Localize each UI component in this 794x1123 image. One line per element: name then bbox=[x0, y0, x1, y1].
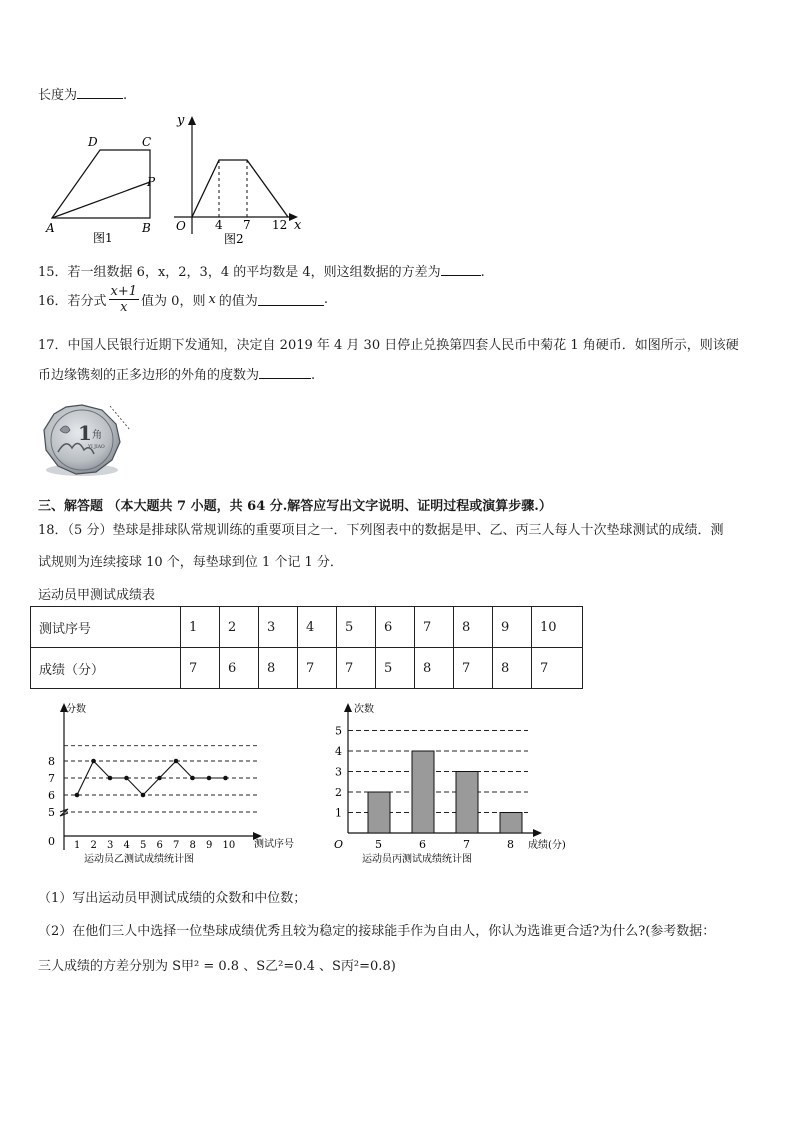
bar bbox=[368, 792, 390, 833]
data-point bbox=[223, 776, 228, 781]
origin-label: O bbox=[176, 219, 186, 233]
coin-pinyin: YI JIAO bbox=[88, 445, 105, 450]
x-tick-label: 2 bbox=[90, 840, 97, 851]
x-tick-label: 5 bbox=[375, 838, 382, 851]
score-table bbox=[30, 606, 583, 689]
question-17-line-1: 17．中国人民银行近期下发通知，决定自 2019 年 4 月 30 日停止兑换第四套人民币中菊花 1 角硬币．如图所示，则该硬 bbox=[38, 338, 739, 353]
bar bbox=[456, 772, 478, 834]
data-point bbox=[91, 759, 96, 764]
label-d: D bbox=[88, 135, 98, 149]
answer-blank bbox=[258, 293, 324, 306]
data-point bbox=[141, 793, 146, 798]
fig2-caption: 图2 bbox=[224, 232, 244, 246]
table-cell: 5 bbox=[376, 648, 415, 689]
axis-y-label: y bbox=[177, 113, 185, 128]
y-axis-arrow bbox=[188, 116, 196, 125]
figure-1 bbox=[40, 130, 170, 245]
x-tick-label: 7 bbox=[463, 838, 470, 851]
origin-label: O bbox=[334, 838, 344, 851]
y-tick-label: 5 bbox=[48, 806, 55, 819]
y-tick-label: 2 bbox=[335, 786, 342, 799]
table-cell: 8 bbox=[259, 648, 298, 689]
bar bbox=[500, 813, 522, 834]
table-cell: 测试序号 bbox=[31, 607, 181, 648]
label-a: A bbox=[46, 221, 55, 235]
y-tick-label: 6 bbox=[48, 789, 55, 802]
y-tick-label: 3 bbox=[335, 765, 342, 779]
x-tick-label: 10 bbox=[222, 840, 236, 851]
trapezoid-graph bbox=[192, 160, 288, 217]
data-point bbox=[108, 776, 113, 781]
x-tick-label: 5 bbox=[140, 840, 147, 851]
table-cell: 7 bbox=[181, 648, 220, 689]
y-tick-label: 1 bbox=[335, 806, 342, 820]
answer-blank bbox=[77, 86, 123, 99]
coin-image bbox=[38, 400, 138, 480]
table-cell: 7 bbox=[298, 648, 337, 689]
data-point bbox=[124, 776, 129, 781]
answer-blank bbox=[259, 366, 311, 379]
q14-tail: 长度为 . bbox=[38, 88, 128, 103]
sub-question-1: （1）写出运动员甲测试成绩的众数和中位数； bbox=[38, 891, 307, 906]
x-tick-label: 4 bbox=[123, 840, 130, 851]
y-axis-label: 分数 bbox=[66, 704, 86, 715]
tick-4: 4 bbox=[215, 218, 223, 232]
question-17-line-2: 币边缘镌刻的正多边形的外角的度数为 . bbox=[38, 368, 316, 383]
table-cell: 8 bbox=[493, 648, 532, 689]
label-c: C bbox=[142, 135, 152, 149]
table-title: 运动员甲测试成绩表 bbox=[38, 588, 156, 603]
y-tick-label: 7 bbox=[48, 772, 55, 785]
question-15: 15．若一组数据 6，x，2，3，4 的平均数是 4，则这组数据的方差为 . bbox=[38, 265, 485, 280]
table-cell: 8 bbox=[454, 607, 493, 648]
table-cell: 7 bbox=[454, 648, 493, 689]
table-cell: 3 bbox=[259, 607, 298, 648]
question-18-line-1: 18．（5 分）垫球是排球队常规训练的重要项目之一．下列图表中的数据是甲、乙、丙三人每人十次垫球测试的成绩．测 bbox=[38, 523, 724, 538]
x-axis-label: 测试序号 bbox=[254, 839, 294, 850]
origin-label: 0 bbox=[48, 835, 55, 848]
label-p: P bbox=[147, 175, 156, 189]
x-tick-label: 6 bbox=[419, 838, 426, 851]
bar bbox=[412, 751, 434, 833]
line-chart-yi bbox=[40, 700, 310, 870]
axis-break-icon bbox=[60, 809, 68, 816]
fig1-caption: 图1 bbox=[93, 231, 113, 245]
question-18-line-2: 试规则为连续接球 10 个，每垫球到位 1 个记 1 分． bbox=[38, 555, 343, 570]
table-cell: 10 bbox=[532, 607, 583, 648]
table-cell: 8 bbox=[415, 648, 454, 689]
table-row bbox=[31, 607, 583, 648]
question-16: 16．若分式 $\frac{x+1}{x}$ 值为 0，则 x 的值为 . bbox=[38, 284, 328, 315]
table-cell: 6 bbox=[376, 607, 415, 648]
x-tick-label: 8 bbox=[507, 838, 514, 851]
y-tick-label: 5 bbox=[335, 724, 342, 738]
answer-blank bbox=[441, 263, 481, 276]
sub-question-2-line-1: （2）在他们三人中选择一位垫球成绩优秀且较为稳定的接球能手作为自由人，你认为选谁更合适?为什么?(参考数据： bbox=[38, 924, 716, 939]
table-cell: 2 bbox=[220, 607, 259, 648]
y-tick-label: 8 bbox=[48, 755, 55, 768]
figure-2 bbox=[168, 112, 308, 246]
table-cell: 1 bbox=[181, 607, 220, 648]
axis-x-label: x bbox=[294, 218, 302, 233]
section-3-heading: 三、解答题 （本大题共 7 小题，共 64 分.解答应写出文字说明、证明过程或演算步骤.） bbox=[38, 499, 552, 514]
x-tick-label: 7 bbox=[173, 840, 180, 851]
x-axis-arrow bbox=[533, 829, 542, 837]
x-tick-label: 8 bbox=[189, 840, 196, 851]
trapezoid-abcd bbox=[52, 150, 150, 218]
table-row bbox=[31, 648, 583, 689]
table-cell: 5 bbox=[337, 607, 376, 648]
sub-question-2-line-2: 三人成绩的方差分别为 S甲² = 0.8 、S乙²=0.4 、S丙²=0.8) bbox=[38, 959, 396, 974]
table-cell: 成绩（分） bbox=[31, 648, 181, 689]
chart-title: 运动员乙测试成绩统计图 bbox=[84, 854, 194, 865]
coin-numeral: 1 bbox=[78, 421, 92, 445]
table-cell: 6 bbox=[220, 648, 259, 689]
data-point bbox=[207, 776, 212, 781]
chart-title: 运动员丙测试成绩统计图 bbox=[362, 854, 472, 865]
coin-unit: 角 bbox=[92, 430, 102, 441]
x-axis-label: 成绩(分) bbox=[528, 840, 566, 851]
y-axis-label: 次数 bbox=[354, 704, 374, 715]
segment-ap bbox=[52, 182, 150, 218]
x-tick-label: 9 bbox=[206, 840, 213, 851]
x-tick-label: 6 bbox=[156, 840, 163, 851]
bar-chart-bing bbox=[328, 700, 588, 870]
x-tick-label: 3 bbox=[107, 840, 114, 851]
x-tick-label: 1 bbox=[74, 840, 81, 851]
table-cell: 4 bbox=[298, 607, 337, 648]
table-cell: 7 bbox=[337, 648, 376, 689]
table-cell: 7 bbox=[532, 648, 583, 689]
tick-7: 7 bbox=[243, 218, 251, 232]
data-point bbox=[157, 776, 162, 781]
y-axis-arrow bbox=[344, 703, 352, 712]
data-point bbox=[174, 759, 179, 764]
y-tick-label: 4 bbox=[335, 745, 342, 758]
table-cell: 9 bbox=[493, 607, 532, 648]
table-cell: 7 bbox=[415, 607, 454, 648]
data-point bbox=[75, 793, 80, 798]
fraction: $\frac{x+1}{x}$ bbox=[110, 284, 138, 315]
data-point bbox=[190, 776, 195, 781]
tick-12: 12 bbox=[272, 218, 288, 232]
label-b: B bbox=[142, 221, 151, 235]
